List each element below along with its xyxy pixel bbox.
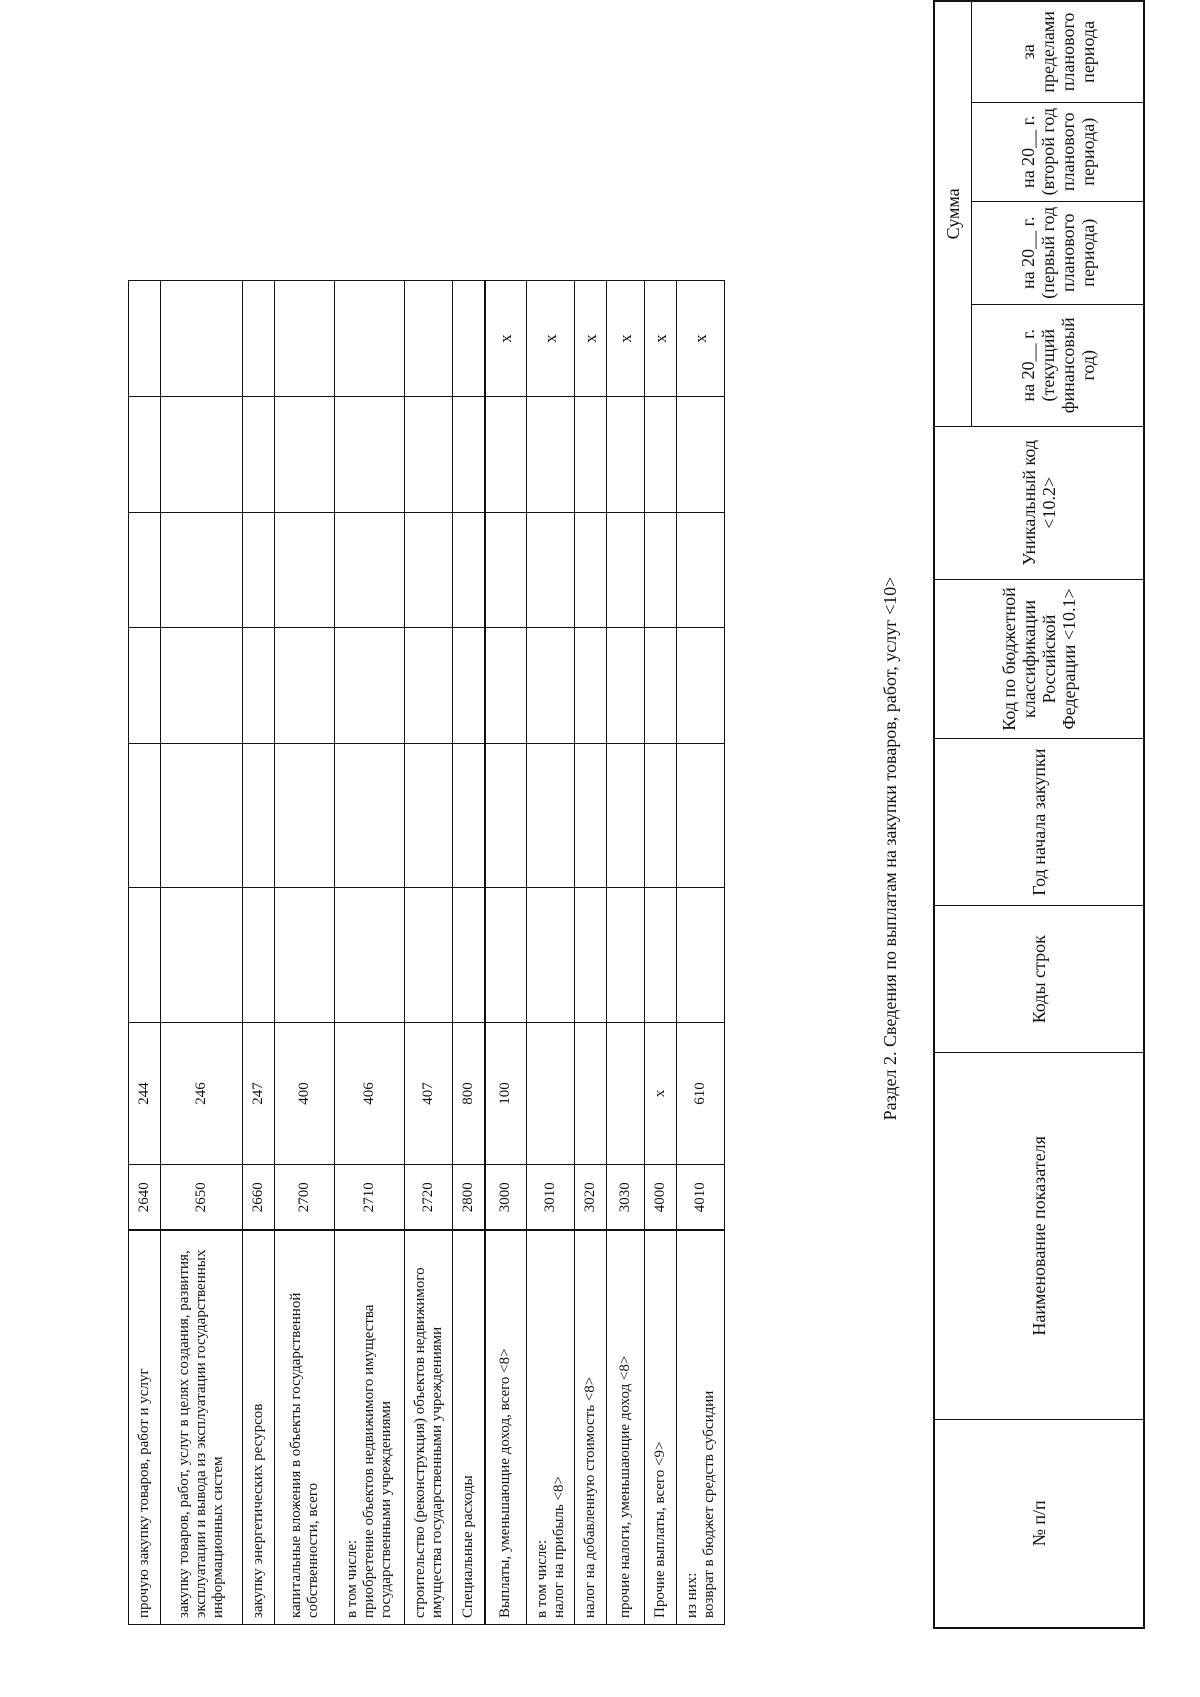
row-cell	[243, 888, 275, 1023]
header-num: № п/п	[934, 1419, 1144, 1628]
row-beyond: x	[645, 281, 677, 397]
row-cell	[607, 744, 645, 888]
row-cell	[677, 628, 725, 744]
row-code: 2640	[129, 1165, 161, 1231]
header-year: Год начала закупки	[934, 739, 1144, 906]
row-code: 4000	[645, 1165, 677, 1231]
row-cell	[405, 397, 453, 513]
table-row	[335, 281, 405, 1625]
row-kbk: 244	[129, 1023, 161, 1165]
table-row	[453, 281, 485, 1625]
row-cell	[645, 744, 677, 888]
row-cell	[129, 744, 161, 888]
row-cell	[527, 628, 575, 744]
row-cell	[453, 628, 485, 744]
table-row	[161, 281, 243, 1625]
row-cell	[161, 888, 243, 1023]
row-cell	[275, 888, 335, 1023]
row-kbk: 246	[161, 1023, 243, 1165]
row-cell	[275, 744, 335, 888]
row-code: 2660	[243, 1165, 275, 1231]
row-cell	[607, 397, 645, 513]
row-code: 3020	[575, 1165, 607, 1231]
row-beyond: x	[607, 281, 645, 397]
row-cell	[275, 397, 335, 513]
row-cell	[575, 744, 607, 888]
row-cell	[677, 744, 725, 888]
row-code: 3010	[527, 1165, 575, 1231]
row-cell	[645, 397, 677, 513]
row-beyond: x	[485, 281, 527, 397]
row-kbk	[527, 1023, 575, 1165]
table-row	[677, 281, 725, 1625]
row-code: 3000	[485, 1165, 527, 1231]
section2-header-table	[933, 0, 1145, 1629]
row-name: строительство (реконструкция) объектов недвижимого имущества государственными учреждениями	[405, 1231, 453, 1625]
row-cell	[335, 397, 405, 513]
row-name: из них: возврат в бюджет средств субсидии	[677, 1231, 725, 1625]
table-row	[275, 281, 335, 1625]
header-kbk: Код по бюджетной классификации Российской Федерации <10.1>	[934, 579, 1144, 738]
table-row	[129, 281, 161, 1625]
row-cell	[527, 888, 575, 1023]
row-code: 2700	[275, 1165, 335, 1231]
row-code: 4010	[677, 1165, 725, 1231]
row-code: 2720	[405, 1165, 453, 1231]
row-beyond: x	[575, 281, 607, 397]
row-kbk: x	[645, 1023, 677, 1165]
header-name: Наименование показателя	[934, 1053, 1144, 1419]
row-kbk	[575, 1023, 607, 1165]
row-cell	[645, 888, 677, 1023]
row-kbk: 400	[275, 1023, 335, 1165]
row-cell	[243, 397, 275, 513]
row-cell	[575, 397, 607, 513]
row-name: капитальные вложения в объекты государственной собственности, всего	[275, 1231, 335, 1625]
row-cell	[527, 397, 575, 513]
row-cell	[161, 397, 243, 513]
row-kbk: 406	[335, 1023, 405, 1165]
row-name: закупку товаров, работ, услуг в целях создания, развития, эксплуатации и вывода из эксплуатации государственных информационных систем	[161, 1231, 243, 1625]
row-cell	[677, 397, 725, 513]
row-beyond	[405, 281, 453, 397]
row-cell	[275, 513, 335, 628]
row-cell	[129, 397, 161, 513]
row-cell	[485, 513, 527, 628]
row-name: налог на добавленную стоимость <8>	[575, 1231, 607, 1625]
row-beyond	[335, 281, 405, 397]
row-cell	[335, 744, 405, 888]
row-kbk	[607, 1023, 645, 1165]
header-unique: Уникальный код <10.2>	[934, 426, 1144, 579]
row-code: 2800	[453, 1165, 485, 1231]
row-cell	[129, 888, 161, 1023]
row-cell	[677, 888, 725, 1023]
header-code: Коды строк	[934, 906, 1144, 1053]
row-cell	[453, 744, 485, 888]
header-sum-current: на 20__ г. (текущий финансовый год)	[972, 304, 1145, 426]
row-cell	[335, 513, 405, 628]
row-cell	[243, 513, 275, 628]
row-name: Выплаты, уменьшающие доход, всего <8>	[485, 1231, 527, 1625]
row-kbk: 100	[485, 1023, 527, 1165]
row-beyond	[453, 281, 485, 397]
row-cell	[677, 513, 725, 628]
table-row	[527, 281, 575, 1625]
row-cell	[243, 628, 275, 744]
row-code: 3030	[607, 1165, 645, 1231]
row-cell	[335, 888, 405, 1023]
header-sum-second: на 20__ г. (второй год планового периода)	[972, 102, 1145, 201]
table-row	[485, 281, 527, 1625]
header-sum: Сумма	[934, 1, 972, 426]
row-kbk: 800	[453, 1023, 485, 1165]
row-cell	[485, 888, 527, 1023]
row-beyond	[275, 281, 335, 397]
table-row	[405, 281, 453, 1625]
row-cell	[645, 628, 677, 744]
row-beyond	[161, 281, 243, 397]
row-cell	[527, 744, 575, 888]
row-name: в том числе: приобретение объектов недвижимого имущества государственными учреждениями	[335, 1231, 405, 1625]
row-cell	[575, 628, 607, 744]
row-name: в том числе: налог на прибыль <8>	[527, 1231, 575, 1625]
table-row	[575, 281, 607, 1625]
row-cell	[607, 628, 645, 744]
row-cell	[275, 628, 335, 744]
row-beyond: x	[527, 281, 575, 397]
row-cell	[575, 513, 607, 628]
table-row	[607, 281, 645, 1625]
row-cell	[485, 397, 527, 513]
row-cell	[453, 397, 485, 513]
row-cell	[243, 744, 275, 888]
row-cell	[335, 628, 405, 744]
row-name: закупку энергетических ресурсов	[243, 1231, 275, 1625]
row-cell	[485, 628, 527, 744]
row-cell	[575, 888, 607, 1023]
row-cell	[161, 513, 243, 628]
row-beyond	[129, 281, 161, 397]
row-code: 2650	[161, 1165, 243, 1231]
section-2-title: Раздел 2. Сведения по выплатам на закупки товаров, работ, услуг <10>	[880, 576, 900, 1121]
row-name: Прочие выплаты, всего <9>	[645, 1231, 677, 1625]
row-name: прочие налоги, уменьшающие доход <8>	[607, 1231, 645, 1625]
row-cell	[527, 513, 575, 628]
row-cell	[645, 513, 677, 628]
row-cell	[405, 888, 453, 1023]
row-cell	[405, 744, 453, 888]
row-cell	[161, 628, 243, 744]
row-beyond	[243, 281, 275, 397]
row-kbk: 610	[677, 1023, 725, 1165]
row-beyond: x	[677, 281, 725, 397]
row-cell	[129, 513, 161, 628]
row-name: прочую закупку товаров, работ и услуг	[129, 1231, 161, 1625]
row-cell	[485, 744, 527, 888]
row-cell	[405, 513, 453, 628]
row-kbk: 247	[243, 1023, 275, 1165]
table-row	[243, 281, 275, 1625]
row-cell	[161, 744, 243, 888]
table-row	[645, 281, 677, 1625]
row-kbk: 407	[405, 1023, 453, 1165]
row-cell	[129, 628, 161, 744]
row-cell	[405, 628, 453, 744]
row-name: Специальные расходы	[453, 1231, 485, 1625]
header-sum-beyond: за пределами планового периода	[972, 1, 1145, 102]
header-sum-first: на 20__ г. (первый год планового периода)	[972, 201, 1145, 304]
row-code: 2710	[335, 1165, 405, 1231]
row-cell	[607, 513, 645, 628]
row-cell	[607, 888, 645, 1023]
row-cell	[453, 513, 485, 628]
section1-continuation-table	[128, 280, 725, 1625]
row-cell	[453, 888, 485, 1023]
